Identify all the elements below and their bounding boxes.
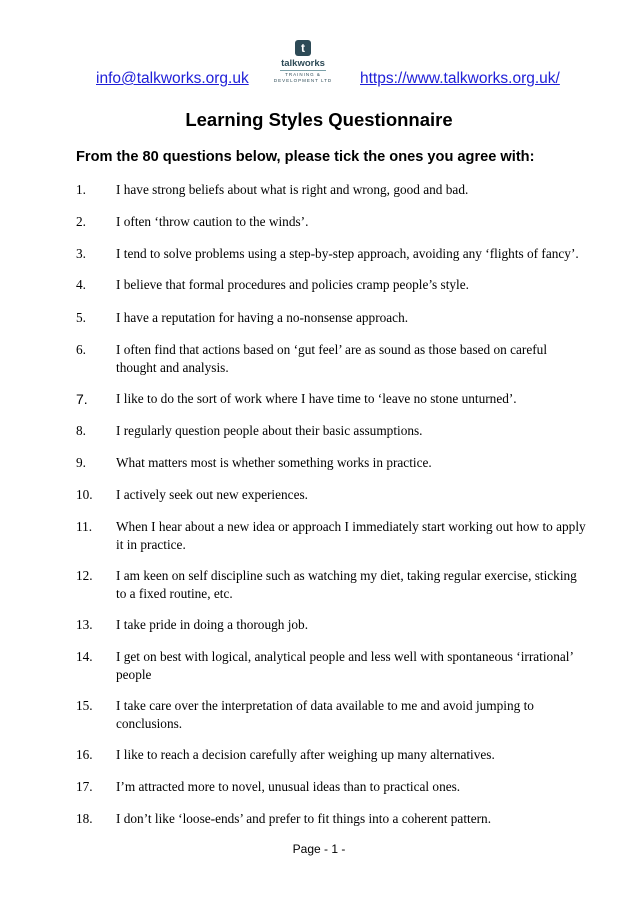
question-text: What matters most is whether something works in practice.: [116, 455, 432, 470]
logo-subtitle-1: TRAINING &: [285, 72, 321, 77]
question-item: [76, 810, 491, 828]
question-text: I often find that actions based on ‘gut feel’ are as sound as those based on careful thought and analysis.: [116, 342, 548, 375]
question-number: 13.: [76, 617, 93, 632]
question-text: I take pride in doing a thorough job.: [116, 617, 309, 632]
question-text: I’m attracted more to novel, unusual ideas than to practical ones.: [116, 779, 461, 794]
question-text: I have strong beliefs about what is right and wrong, good and bad.: [116, 182, 469, 197]
question-text: I am keen on self discipline such as watching my diet, taking regular exercise, sticking to a fixed routine, etc.: [116, 568, 577, 601]
question-number: 11.: [76, 519, 93, 534]
question-item: [76, 486, 308, 504]
question-number: 10.: [76, 487, 93, 502]
question-item: [76, 181, 586, 199]
question-text: I often ‘throw caution to the winds’.: [116, 214, 309, 229]
question-text: I tend to solve problems using a step-by-step approach, avoiding any ‘flights of fancy’.: [116, 246, 579, 261]
question-number: 7.: [76, 391, 88, 407]
question-text: When I hear about a new idea or approach I immediately start working out how to apply it in practice.: [116, 519, 586, 552]
question-item: [76, 422, 423, 440]
question-text: I get on best with logical, analytical people and less well with spontaneous ‘irrational’ people: [116, 649, 573, 682]
question-text: I believe that formal procedures and policies cramp people’s style.: [116, 277, 469, 292]
question-text: I actively seek out new experiences.: [116, 487, 308, 502]
question-number: 18.: [76, 811, 93, 826]
question-number: 5.: [76, 310, 86, 325]
question-item: [76, 276, 469, 294]
talkworks-logo: [270, 40, 336, 86]
question-item: [76, 697, 586, 733]
question-item: [76, 746, 495, 764]
question-number: 16.: [76, 747, 93, 762]
question-number: 17.: [76, 779, 93, 794]
question-text: I regularly question people about their basic assumptions.: [116, 423, 423, 438]
question-item: [76, 616, 308, 634]
question-item: [76, 454, 432, 472]
question-item: [76, 309, 408, 327]
question-number: 9.: [76, 455, 86, 470]
logo-subtitle-2: DEVELOPMENT LTD: [273, 78, 333, 83]
question-item: [76, 648, 586, 684]
question-number: 6.: [76, 342, 86, 357]
email-link[interactable]: info@talkworks.org.uk: [96, 70, 249, 87]
website-link[interactable]: https://www.talkworks.org.uk/: [360, 70, 560, 87]
question-number: 1.: [76, 182, 86, 197]
question-number: 12.: [76, 568, 93, 583]
question-item: [76, 778, 460, 796]
question-text: I don’t like ‘loose-ends’ and prefer to fit things into a coherent pattern.: [116, 811, 492, 826]
logo-divider: [280, 70, 326, 71]
question-text: I take care over the interpretation of data available to me and avoid jumping to conclusions.: [116, 698, 534, 731]
question-text: I like to reach a decision carefully after weighing up many alternatives.: [116, 747, 495, 762]
question-item: [76, 390, 517, 408]
page-title: Learning Styles Questionnaire: [185, 109, 453, 130]
logo-mark-icon: t: [295, 40, 311, 56]
question-number: 3.: [76, 246, 86, 261]
question-list: [76, 181, 586, 826]
question-item: [76, 245, 579, 263]
question-number: 14.: [76, 649, 93, 664]
question-item: [76, 341, 586, 377]
instruction-text: From the 80 questions below, please tick the ones you agree with:: [76, 149, 535, 165]
logo-name: talkworks: [281, 58, 325, 69]
page-header: [0, 34, 638, 96]
page-number: Page - 1 -: [292, 842, 346, 856]
question-item: [76, 567, 586, 603]
question-number: 2.: [76, 214, 86, 229]
question-text: I have a reputation for having a no-nonsense approach.: [116, 310, 409, 325]
question-text: I like to do the sort of work where I have time to ‘leave no stone unturned’.: [116, 391, 517, 406]
question-item: [76, 518, 586, 554]
question-number: 8.: [76, 423, 86, 438]
question-number: 15.: [76, 698, 93, 713]
question-item: [76, 213, 308, 231]
question-number: 4.: [76, 277, 86, 292]
